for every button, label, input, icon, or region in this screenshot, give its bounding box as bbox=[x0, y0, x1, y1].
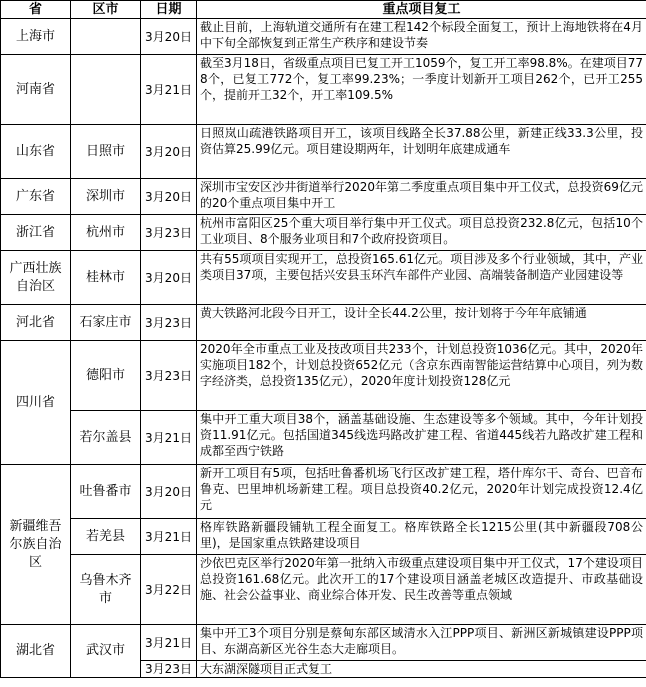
city-cell: 乌鲁木齐市 bbox=[71, 555, 141, 625]
description-cell: 沙依巴克区举行2020年第一批纳入市级重点建设项目集中开工仪式，17个建设项目总投资161.68亿元。此次开工的17个建设项目涵盖老城区改造提升、市政基础设施、社会公益事业、商业综合体开发、民生改善等重点领域 bbox=[197, 555, 646, 625]
description-cell: 黄大铁路河北段今日开工，设计全长44.2公里，按计划将于今年年底铺通 bbox=[197, 305, 646, 341]
date-cell: 3月21日 bbox=[141, 411, 197, 465]
description-cell: 截止目前，上海轨道交通所有在建工程142个标段全面复工，预计上海地铁将在4月中下旬全部恢复到正常生产秩序和建设节奏 bbox=[197, 19, 646, 55]
description-cell: 新开工项目有5项，包括吐鲁番机场飞行区改扩建工程，塔什库尔干、奇台、巴音布鲁克、巴里坤机场新建工程。项目总投资40.2亿元，2020年计划完成投资12.4亿元 bbox=[197, 465, 646, 519]
date-cell: 3月20日 bbox=[141, 19, 197, 55]
province-cell: 浙江省 bbox=[1, 215, 71, 251]
city-cell: 若尔盖县 bbox=[71, 411, 141, 465]
date-cell: 3月21日 bbox=[141, 625, 197, 661]
header-city: 区市 bbox=[71, 1, 141, 19]
description-cell: 截至3月18日，省级重点项目已复工开工1059个，复工开工率98.8%。在建项目778个，已复工772个，复工率99.23%；一季度计划新开工项目262个，已开工255个，提前开工32个，开工率109.5% bbox=[197, 55, 646, 125]
table-row bbox=[1, 125, 646, 179]
description-cell: 杭州市富阳区25个重大项目举行集中开工仪式。项目总投资232.8亿元，包括10个工业项目、8个服务业项目和7个政府投资项目。 bbox=[197, 215, 646, 251]
description-cell: 集中开工3个项目分别是蔡甸东部区域清水入江PPP项目、新洲区新城镇建设PPP项目、东湖高新区光谷生态大走廊项目。 bbox=[197, 625, 646, 661]
description-cell: 深圳市宝安区沙井街道举行2020年第二季度重点项目集中开工仪式，总投资69亿元的20个重点项目集中开工 bbox=[197, 179, 646, 215]
date-cell: 3月23日 bbox=[141, 305, 197, 341]
city-cell bbox=[71, 19, 141, 55]
date-cell: 3月23日 bbox=[141, 215, 197, 251]
header-description: 重点项目复工 bbox=[197, 1, 646, 19]
date-cell: 3月22日 bbox=[141, 555, 197, 625]
city-cell: 吐鲁番市 bbox=[71, 465, 141, 519]
description-cell: 集中开工重大项目38个，涵盖基础设施、生态建设等多个领域。其中，今年计划投资11.91亿元。包括国道345线选玛路改扩建工程、省道445线若九路改扩建工程和成都至西宁铁路 bbox=[197, 411, 646, 465]
table-header-row bbox=[1, 1, 646, 19]
province-cell: 广西壮族自治区 bbox=[1, 251, 71, 305]
description-cell: 大东湖深隧项目正式复工 bbox=[197, 661, 646, 678]
city-cell: 石家庄市 bbox=[71, 305, 141, 341]
table-row bbox=[1, 411, 646, 465]
province-cell: 河北省 bbox=[1, 305, 71, 341]
city-cell: 德阳市 bbox=[71, 341, 141, 411]
date-cell: 3月21日 bbox=[141, 519, 197, 555]
table-row bbox=[1, 625, 646, 661]
city-cell: 日照市 bbox=[71, 125, 141, 179]
description-cell: 格库铁路新疆段铺轨工程全面复工。格库铁路全长1215公里(其中新疆段708公里)，是国家重点铁路建设项目 bbox=[197, 519, 646, 555]
header-date: 日期 bbox=[141, 1, 197, 19]
description-cell: 2020年全市重点工业及技改项目共233个，计划总投资1036亿元。其中，2020年实施项目182个，计划总投资652亿元（含京东西南智能运营结算中心项目，列为数字经济类，总投资135亿元），2020年度计划投资128亿元 bbox=[197, 341, 646, 411]
city-cell: 深圳市 bbox=[71, 179, 141, 215]
date-cell: 3月23日 bbox=[141, 341, 197, 411]
city-cell bbox=[71, 55, 141, 125]
city-cell: 桂林市 bbox=[71, 251, 141, 305]
table-row bbox=[1, 179, 646, 215]
date-cell: 3月20日 bbox=[141, 251, 197, 305]
city-cell: 武汉市 bbox=[71, 625, 141, 678]
description-cell: 共有55项项目实现开工，总投资165.61亿元。项目涉及多个行业领域，其中，产业类项目37项，主要包括兴安县玉环汽车部件产业园、高端装备制造产业园建设等 bbox=[197, 251, 646, 305]
header-province: 省 bbox=[1, 1, 71, 19]
table-row bbox=[1, 341, 646, 411]
date-cell: 3月20日 bbox=[141, 125, 197, 179]
province-cell: 四川省 bbox=[1, 341, 71, 465]
description-cell: 日照岚山疏港铁路项目开工，该项目线路全长37.88公里，新建正线33.3公里，投资估算25.99亿元。项目建设期两年，计划明年底建成通车 bbox=[197, 125, 646, 179]
province-cell: 湖北省 bbox=[1, 625, 71, 678]
table-row bbox=[1, 305, 646, 341]
table-row bbox=[1, 251, 646, 305]
table-row bbox=[1, 19, 646, 55]
date-cell: 3月23日 bbox=[141, 661, 197, 678]
province-cell: 河南省 bbox=[1, 55, 71, 125]
table-row bbox=[1, 555, 646, 625]
date-cell: 3月21日 bbox=[141, 55, 197, 125]
province-cell: 山东省 bbox=[1, 125, 71, 179]
table-row bbox=[1, 215, 646, 251]
date-cell: 3月20日 bbox=[141, 465, 197, 519]
province-cell: 上海市 bbox=[1, 19, 71, 55]
province-cell: 新疆维吾尔族自治区 bbox=[1, 465, 71, 625]
city-cell: 杭州市 bbox=[71, 215, 141, 251]
table-row bbox=[1, 465, 646, 519]
city-cell: 若羌县 bbox=[71, 519, 141, 555]
date-cell: 3月20日 bbox=[141, 179, 197, 215]
table-row bbox=[1, 519, 646, 555]
table-row bbox=[1, 55, 646, 125]
province-cell: 广东省 bbox=[1, 179, 71, 215]
